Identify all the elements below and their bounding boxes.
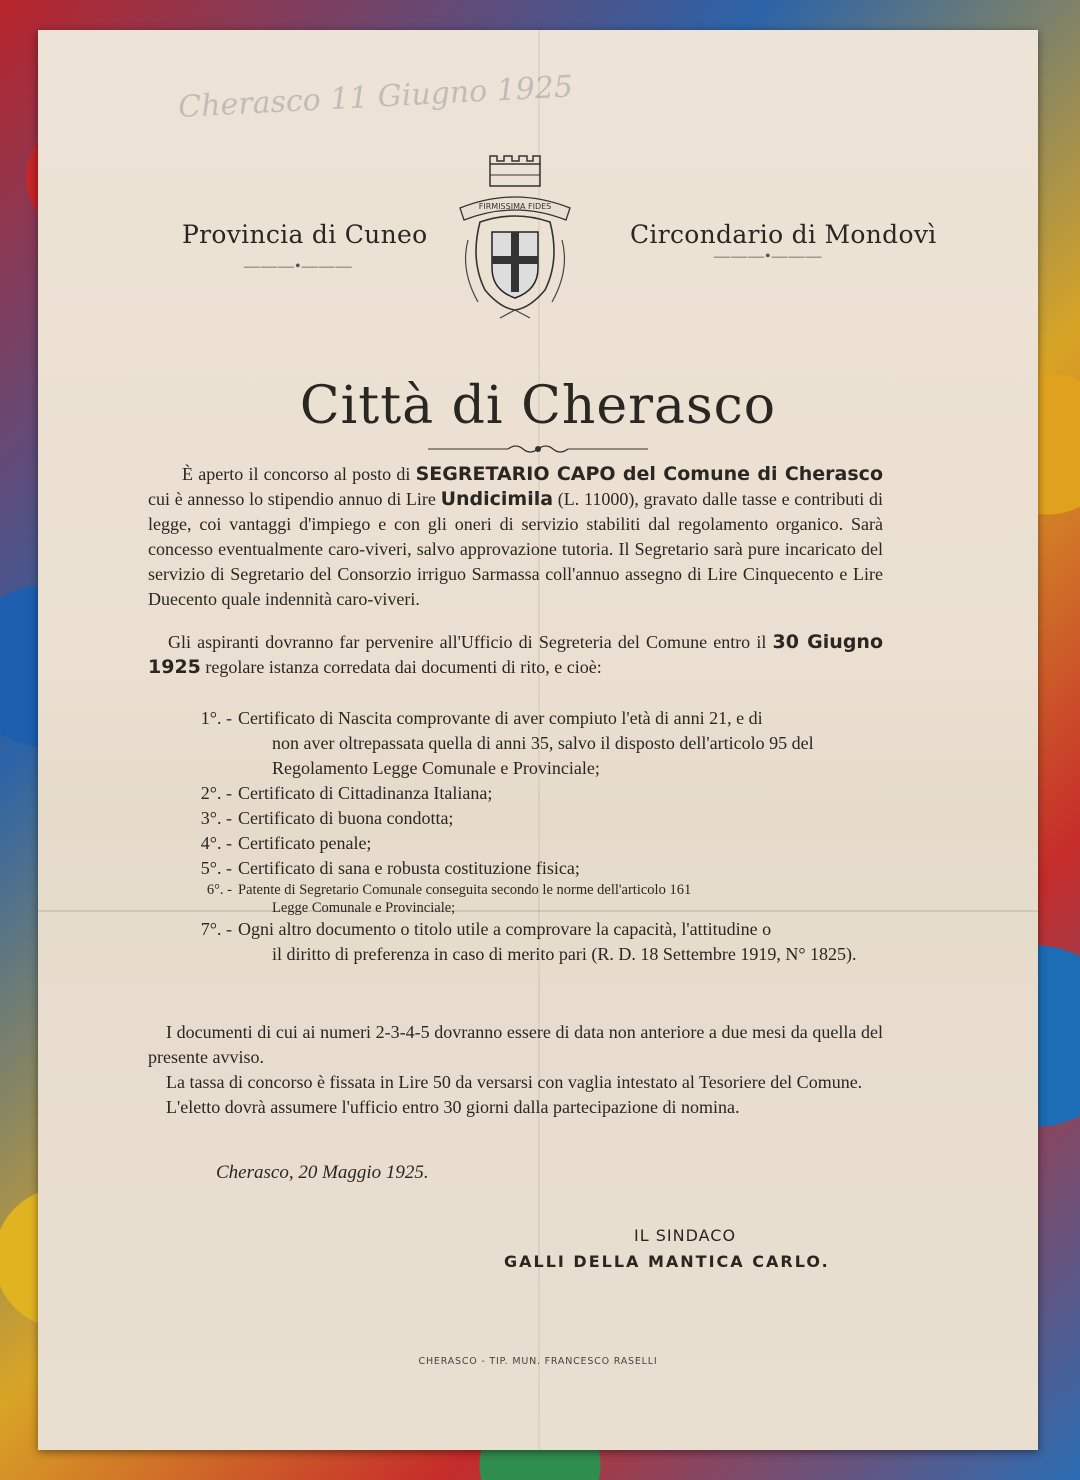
required-documents-list	[142, 706, 902, 967]
list-item: 1°. - Certificato di Nascita comprovante di aver compiuto l'età di anni 21, e di non aver oltrepassata quella di anni 35, salvo il disposto dell'articolo 95 del Regolamento Legge Comunale e Provinciale;	[200, 708, 814, 778]
coat-of-arms-icon	[450, 150, 580, 330]
list-item: 3°. - Certificato di buona condotta;	[200, 808, 454, 828]
list-item: 6°. - Patente di Segretario Comunale conseguita secondo le norme dell'articolo 161 Legge Comunale e Provinciale;	[206, 882, 692, 916]
list-item: 5°. - Certificato di sana e robusta costituzione fisica;	[200, 858, 580, 878]
signature-role: IL SINDACO	[634, 1226, 737, 1245]
signature-name: GALLI DELLA MANTICA CARLO.	[504, 1252, 830, 1271]
poster-sheet	[38, 30, 1038, 1450]
closing-paragraph: La tassa di concorso è fissata in Lire 50 da versarsi con vaglia intestato al Tesoriere del Comune.	[166, 1072, 863, 1092]
crest-motto: FIRMISSIMA FIDES	[478, 202, 552, 211]
header-provincia: Provincia di Cuneo	[182, 220, 428, 249]
closing-paragraph: L'eletto dovrà assumere l'ufficio entro 30 giorni dalla partecipazione di nomina.	[166, 1097, 740, 1117]
closing-paragraphs	[148, 1020, 883, 1120]
list-item: 4°. - Certificato penale;	[200, 833, 372, 853]
page-title: Città di Cherasco	[299, 376, 777, 436]
printer-imprint: CHERASCO - TIP. MUN. FRANCESCO RASELLI	[418, 1356, 658, 1367]
closing-paragraph: I documenti di cui ai numeri 2-3-4-5 dovranno essere di data non anteriore a due mesi da quella del presente avviso.	[148, 1022, 883, 1067]
deadline-paragraph: Gli aspiranti dovranno far pervenire all'Ufficio di Segreteria del Comune entro il 30 Giugno 1925 regolare istanza corredata dai documenti di rito, e cioè:	[148, 631, 884, 678]
place-date: Cherasco, 20 Maggio 1925.	[216, 1162, 429, 1183]
header-circondario: Circondario di Mondovì	[630, 220, 937, 249]
list-item: 7°. - Ogni altro documento o titolo utile a comprovare la capacità, l'attitudine o il diritto di preferenza in caso di merito pari (R. D. 18 Settembre 1919, N° 1825).	[200, 919, 857, 964]
title-flourish	[428, 442, 648, 456]
header-left-flourish: ———•———	[244, 258, 353, 275]
pencil-note: Cherasco 11 Giugno 1925	[177, 69, 574, 126]
list-item: 2°. - Certificato di Cittadinanza Italiana;	[200, 783, 493, 803]
announcement-paragraph: È aperto il concorso al posto di SEGRETARIO CAPO del Comune di Cherasco cui è annesso lo stipendio annuo di Lire Undicimila (L. 11000), gravato dalle tasse e contributi di legge, coi vantaggi d'impiego e con gli oneri di servizio stabiliti dal regolamento organico. Sarà concesso eventualmente caro-viveri, salvo approvazione tutoria. Il Segretario sarà pure incaricato del servizio di Segretario del Consorzio irriguo Sarmassa coll'annuo assegno di Lire Cinquecento e Lire Duecento quale indennità caro-viveri.	[148, 463, 883, 609]
header-right-flourish: ———•———	[714, 248, 823, 265]
